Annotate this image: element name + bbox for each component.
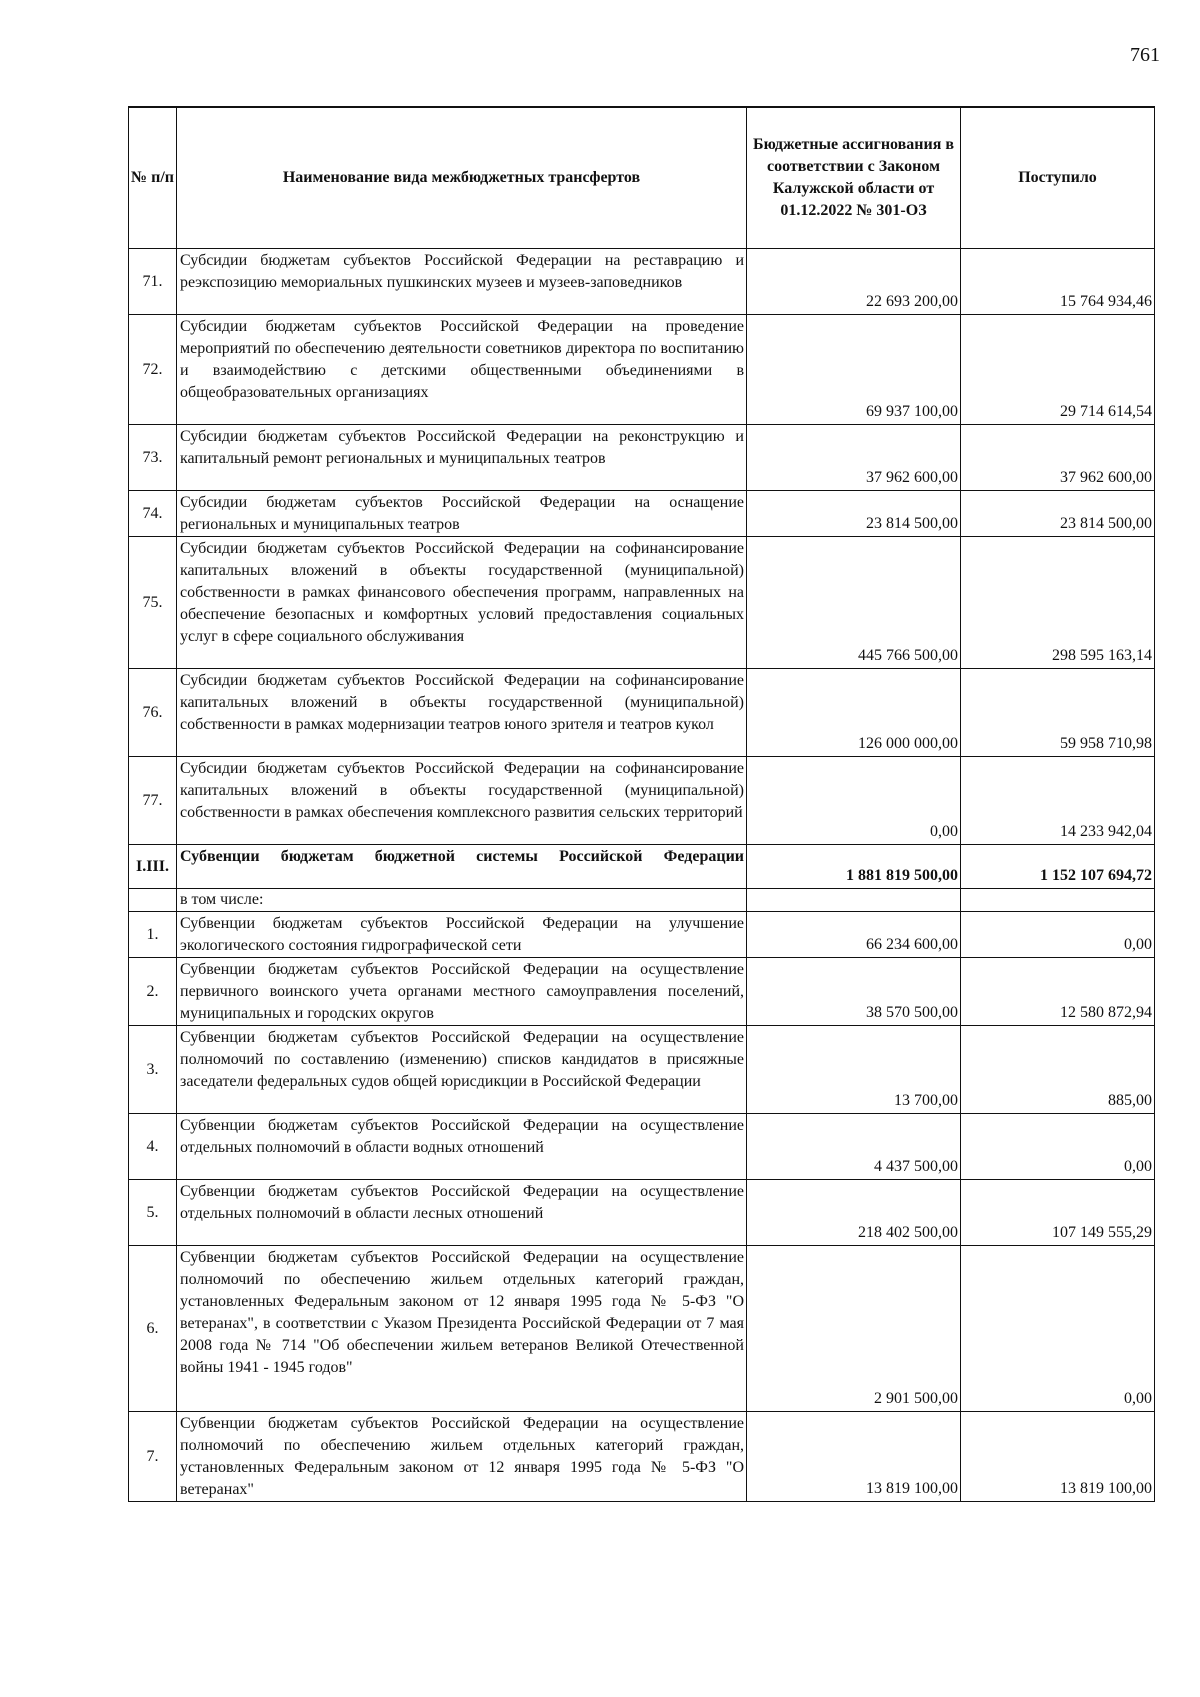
- table-header-row: [129, 107, 1155, 249]
- table-row: [129, 757, 1155, 845]
- table-row: [129, 491, 1155, 537]
- row-name: Субсидии бюджетам субъектов Российской Федерации на реставрацию и реэкспозицию мемориальных пушкинских музеев и музеев-заповедников: [177, 249, 747, 315]
- header-number: № п/п: [129, 107, 177, 249]
- row-allocation: 2 901 500,00: [747, 1246, 961, 1412]
- row-number: 74.: [129, 491, 177, 537]
- row-received: 14 233 942,04: [961, 757, 1155, 845]
- row-allocation: 69 937 100,00: [747, 315, 961, 425]
- header-received: Поступило: [961, 107, 1155, 249]
- row-number: 5.: [129, 1180, 177, 1246]
- row-number: 7.: [129, 1412, 177, 1502]
- row-allocation: 445 766 500,00: [747, 537, 961, 669]
- section-name: Субвенции бюджетам бюджетной системы Российской Федерации: [177, 845, 747, 889]
- row-number: 6.: [129, 1246, 177, 1412]
- row-received: 59 958 710,98: [961, 669, 1155, 757]
- row-number: 2.: [129, 958, 177, 1026]
- row-received: 0,00: [961, 1246, 1155, 1412]
- row-allocation: 126 000 000,00: [747, 669, 961, 757]
- row-received: 885,00: [961, 1026, 1155, 1114]
- row-number: 76.: [129, 669, 177, 757]
- table-row: [129, 1114, 1155, 1180]
- row-allocation: 38 570 500,00: [747, 958, 961, 1026]
- table-row: [129, 249, 1155, 315]
- row-number: 1.: [129, 912, 177, 958]
- table-row: [129, 315, 1155, 425]
- section-received: 1 152 107 694,72: [961, 845, 1155, 889]
- row-received: 15 764 934,46: [961, 249, 1155, 315]
- row-allocation: 23 814 500,00: [747, 491, 961, 537]
- row-allocation: 66 234 600,00: [747, 912, 961, 958]
- table-row: [129, 537, 1155, 669]
- row-number: 4.: [129, 1114, 177, 1180]
- table-row: [129, 912, 1155, 958]
- row-number: 72.: [129, 315, 177, 425]
- row-received: 298 595 163,14: [961, 537, 1155, 669]
- section-allocation: 1 881 819 500,00: [747, 845, 961, 889]
- row-allocation: 13 819 100,00: [747, 1412, 961, 1502]
- row-name: Субсидии бюджетам субъектов Российской Федерации на реконструкцию и капитальный ремонт региональных и муниципальных театров: [177, 425, 747, 491]
- row-name: Субвенции бюджетам субъектов Российской Федерации на осуществление полномочий по составлению (изменению) списков кандидатов в присяжные заседатели федеральных судов общей юрисдикции в Российской Федерации: [177, 1026, 747, 1114]
- row-received: 0,00: [961, 912, 1155, 958]
- table-row: [129, 958, 1155, 1026]
- table-row: [129, 669, 1155, 757]
- table-row: [129, 1412, 1155, 1502]
- row-received: 29 714 614,54: [961, 315, 1155, 425]
- row-received: 23 814 500,00: [961, 491, 1155, 537]
- row-allocation: 13 700,00: [747, 1026, 961, 1114]
- row-received: 0,00: [961, 1114, 1155, 1180]
- row-number: 3.: [129, 1026, 177, 1114]
- table-row: [129, 1180, 1155, 1246]
- row-number: 71.: [129, 249, 177, 315]
- row-number: 77.: [129, 757, 177, 845]
- row-allocation: 37 962 600,00: [747, 425, 961, 491]
- header-name: Наименование вида межбюджетных трансфертов: [177, 107, 747, 249]
- page-number: 761: [1130, 44, 1160, 66]
- row-name: Субвенции бюджетам субъектов Российской Федерации на осуществление первичного воинского учета органами местного самоуправления поселений, муниципальных и городских округов: [177, 958, 747, 1026]
- row-allocation: 22 693 200,00: [747, 249, 961, 315]
- row-name: Субсидии бюджетам субъектов Российской Федерации на софинансирование капитальных вложений в объекты государственной (муниципальной) собственности в рамках обеспечения комплексного развития сельских территорий: [177, 757, 747, 845]
- subtitle-empty-number: [129, 889, 177, 912]
- row-name: Субсидии бюджетам субъектов Российской Федерации на софинансирование капитальных вложений в объекты государственной (муниципальной) собственности в рамках модернизации театров юного зрителя и театров кукол: [177, 669, 747, 757]
- subtitle-empty-received: [961, 889, 1155, 912]
- table-row: [129, 425, 1155, 491]
- row-number: 73.: [129, 425, 177, 491]
- subtitle-empty-allocation: [747, 889, 961, 912]
- row-name: Субсидии бюджетам субъектов Российской Федерации на софинансирование капитальных вложений в объекты государственной (муниципальной) собственности в рамках финансового обеспечения программ, направленных на обеспечение безопасных и комфортных условий предоставления социальных услуг в сфере социального обслуживания: [177, 537, 747, 669]
- row-allocation: 0,00: [747, 757, 961, 845]
- row-name: Субвенции бюджетам субъектов Российской Федерации на осуществление отдельных полномочий в области водных отношений: [177, 1114, 747, 1180]
- row-number: 75.: [129, 537, 177, 669]
- row-name: Субвенции бюджетам субъектов Российской Федерации на осуществление полномочий по обеспечению жильем отдельных категорий граждан, установленных Федеральным законом от 12 января 1995 года № 5-ФЗ "О ветеранах", в соответствии с Указом Президента Российской Федерации от 7 мая 2008 года № 714 "Об обеспечении жильем ветеранов Великой Отечественной войны 1941 - 1945 годов": [177, 1246, 747, 1412]
- row-allocation: 218 402 500,00: [747, 1180, 961, 1246]
- row-received: 13 819 100,00: [961, 1412, 1155, 1502]
- budget-transfers-table: [128, 106, 1155, 1502]
- row-name: Субвенции бюджетам субъектов Российской Федерации на осуществление отдельных полномочий в области лесных отношений: [177, 1180, 747, 1246]
- subtitle-row: [129, 889, 1155, 912]
- section-row: [129, 845, 1155, 889]
- row-name: Субвенции бюджетам субъектов Российской Федерации на улучшение экологического состояния гидрографической сети: [177, 912, 747, 958]
- row-received: 12 580 872,94: [961, 958, 1155, 1026]
- subtitle-including: в том числе:: [177, 889, 747, 912]
- row-name: Субвенции бюджетам субъектов Российской Федерации на осуществление полномочий по обеспечению жильем отдельных категорий граждан, установленных Федеральным законом от 12 января 1995 года № 5-ФЗ "О ветеранах": [177, 1412, 747, 1502]
- table-row: [129, 1246, 1155, 1412]
- row-received: 37 962 600,00: [961, 425, 1155, 491]
- header-allocations: Бюджетные ассигнования в соответствии с Законом Калужской области от 01.12.2022 № 301-ОЗ: [747, 107, 961, 249]
- section-number: I.III.: [129, 845, 177, 889]
- row-received: 107 149 555,29: [961, 1180, 1155, 1246]
- table-row: [129, 1026, 1155, 1114]
- row-allocation: 4 437 500,00: [747, 1114, 961, 1180]
- row-name: Субсидии бюджетам субъектов Российской Федерации на проведение мероприятий по обеспечению деятельности советников директора по воспитанию и взаимодействию с детскими общественными объединениями в общеобразовательных организациях: [177, 315, 747, 425]
- row-name: Субсидии бюджетам субъектов Российской Федерации на оснащение региональных и муниципальных театров: [177, 491, 747, 537]
